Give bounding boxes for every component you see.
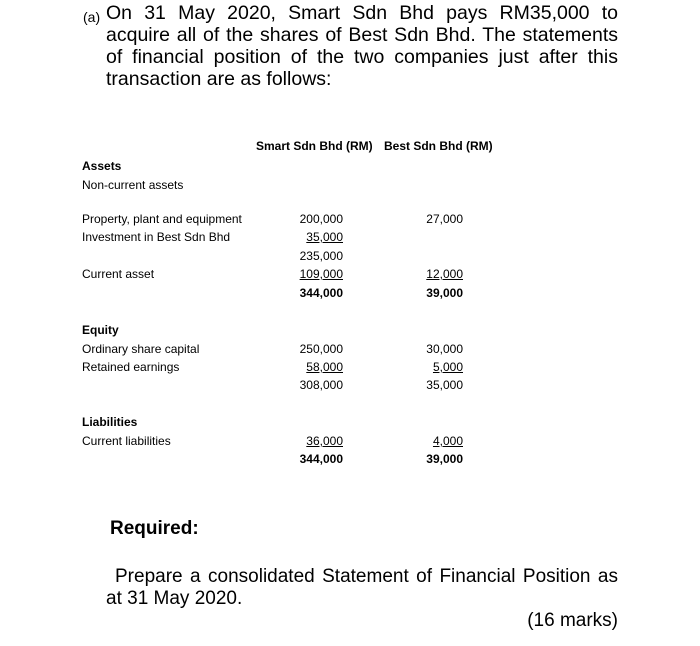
current-liabilities-label: Current liabilities [82,434,171,448]
question-label: (a) [83,9,101,25]
retained-earnings-smart: 58,000 [306,360,343,374]
question-text: On 31 May 2020, Smart Sdn Bhd pays RM35,000 to acquire all of the shares of Best Sdn Bhd. The statements of financial position of the two companies just after this transaction are as follows: [106,2,618,90]
total-equity-liabilities-smart: 344,000 [299,452,343,466]
share-capital-best: 30,000 [426,342,463,356]
required-heading: Required: [110,518,199,539]
retained-earnings-label: Retained earnings [82,360,180,374]
current-asset-best: 12,000 [426,267,463,281]
ppe-best: 27,000 [426,212,463,226]
current-liabilities-best: 4,000 [432,434,463,448]
investment-label: Investment in Best Sdn Bhd [82,230,231,244]
equity-heading: Equity [82,323,119,337]
col-header-smart: Smart Sdn Bhd (RM) [256,139,373,153]
current-liabilities-smart: 36,000 [306,434,343,448]
ppe-label: Property, plant and equipment [82,212,242,226]
noncurrent-assets-heading: Non-current assets [82,178,184,192]
current-asset-smart: 109,000 [299,267,343,281]
assets-heading: Assets [82,159,122,173]
required-text [106,566,618,610]
equity-total-smart: 308,000 [299,378,343,392]
col-header-best: Best Sdn Bhd (RM) [384,139,493,153]
investment-smart: 35,000 [306,230,343,244]
total-equity-liabilities-best: 39,000 [426,452,463,466]
current-asset-label: Current asset [82,267,155,281]
marks-label: (16 marks) [527,610,618,631]
share-capital-smart: 250,000 [299,342,343,356]
total-assets-smart: 344,000 [299,286,343,300]
ppe-smart: 200,000 [299,212,343,226]
equity-total-best: 35,000 [426,378,463,392]
retained-earnings-best: 5,000 [432,360,463,374]
total-assets-best: 39,000 [426,286,463,300]
liabilities-heading: Liabilities [82,415,138,429]
noncurrent-subtotal-smart: 235,000 [299,249,343,263]
share-capital-label: Ordinary share capital [82,342,200,356]
required-text-content: Prepare a consolidated Statement of Financial Position as at 31 May 2020. [106,566,618,609]
